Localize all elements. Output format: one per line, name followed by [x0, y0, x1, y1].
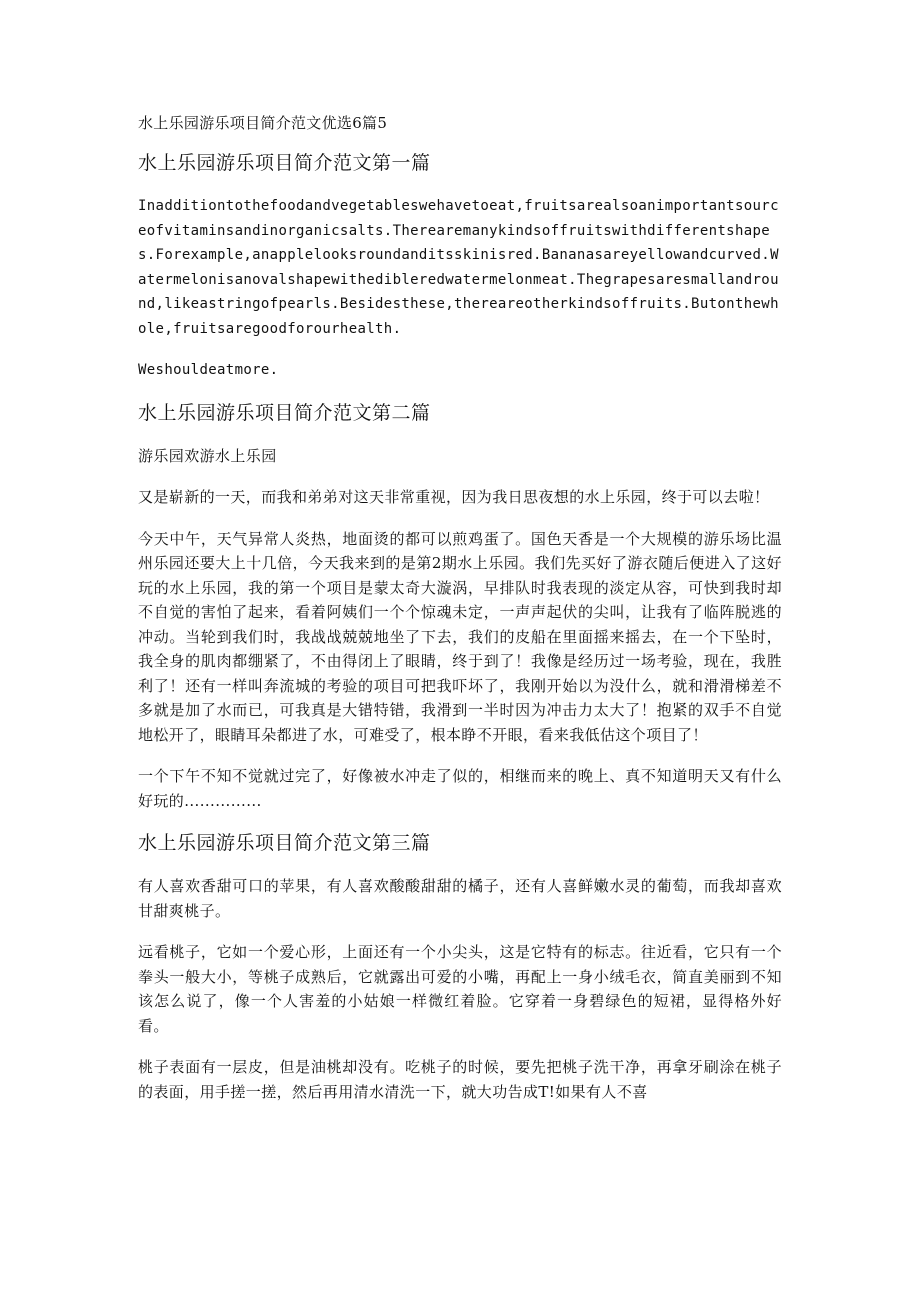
- paragraph-subtitle: 游乐园欢游水上乐园: [138, 446, 277, 465]
- paragraph: Weshouldeatmore.: [138, 362, 279, 378]
- section-2: [138, 400, 782, 814]
- section-3: [138, 830, 782, 1104]
- paragraph: 桃子表面有一层皮，但是油桃却没有。吃桃子的时候，要先把桃子洗干净，再拿牙刷涂在桃子的表面，用手搓一搓，然后再用清水清洗一下，就大功告成T!如果有人不喜: [138, 1058, 782, 1101]
- paragraph: Inadditiontothefoodandvegetableswehavetoeat,fruitsarealsoanimportantsourceofvitaminsandinorganicsalts.Therearemanykindsoffruitswithdifferentshapes.Forexample,anapplelooksroundanditsskinisred.Bananasareyellowandcurved.Watermelonisanovalshapewithedibleredwatermelonmeat.Thegrapesaresmallandround,likeastringofpearls.Besidesthese,thereareotherkindsoffruits.Butonthewhole,fruitsaregoodforourhealth.: [138, 198, 779, 337]
- paragraph: 有人喜欢香甜可口的苹果，有人喜欢酸酸甜甜的橘子，还有人喜鲜嫩水灵的葡萄，而我却喜欢甘甜爽桃子。: [138, 877, 782, 920]
- document-title: 水上乐园游乐项目简介范文优选6篇5: [138, 114, 388, 132]
- section-heading: 水上乐园游乐项目简介范文第一篇: [138, 152, 431, 174]
- section-1: [138, 150, 782, 383]
- paragraph: 又是崭新的一天，而我和弟弟对这天非常重视，因为我日思夜想的水上乐园，终于可以去啦！: [138, 488, 770, 506]
- document-page: [138, 112, 782, 1120]
- section-heading: 水上乐园游乐项目简介范文第二篇: [138, 401, 431, 424]
- paragraph: 一个下午不知不觉就过完了，好像被水冲走了似的，相继而来的晚上、真不知道明天又有什么好玩的...............: [138, 767, 782, 810]
- paragraph: 远看桃子，它如一个爱心形，上面还有一个小尖头，这是它特有的标志。往近看，它只有一个拳头一般大小，等桃子成熟后，它就露出可爱的小嘴，再配上一身小绒毛衣，简直美丽到不知该怎么说了，像一个人害羞的小姑娘一样微红着脸。它穿着一身碧绿色的短裙，显得格外好看。: [138, 943, 782, 1035]
- section-heading: 水上乐园游乐项目简介范文第三篇: [138, 832, 431, 854]
- paragraph: 今天中午，天气异常人炎热，地面烫的都可以煎鸡蛋了。国色天香是一个大规模的游乐场比温州乐园还要大上十几倍，今天我来到的是第2期水上乐园。我们先买好了游衣随后便进入了这好玩的水上乐园，我的第一个项目是蒙太奇大漩涡，早排队时我表现的淡定从容，可快到我时却不自觉的害怕了起来，看着阿姨们一个个惊魂未定，一声声起伏的尖叫，让我有了临阵脱逃的冲动。当轮到我们时，我战战兢兢地坐了下去，我们的皮船在里面摇来摇去，在一个下坠时，我全身的肌肉都绷紧了，不由得闭上了眼睛，终于到了！我像是经历过一场考验，现在，我胜利了！还有一样叫奔流城的考验的项目可把我吓坏了，我刚开始以为没什么，就和滑滑梯差不多就是加了水而已，可我真是大错特错，我滑到一半时因为冲击力太大了！抱紧的双手不自觉地松开了，眼睛耳朵都进了水，可难受了，根本睁不开眼，看来我低估这个项目了！: [138, 529, 782, 744]
